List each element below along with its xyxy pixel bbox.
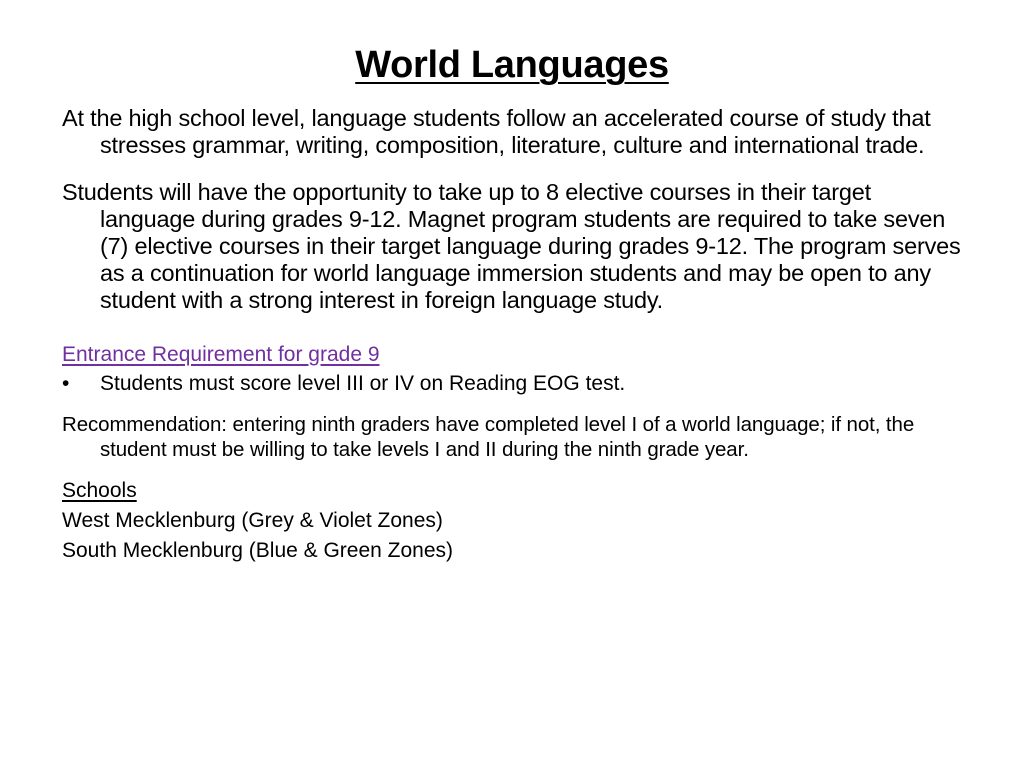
school-item-west-mecklenburg: West Mecklenburg (Grey & Violet Zones) — [62, 509, 443, 532]
entrance-bullet-item — [62, 369, 972, 398]
bullet-icon: • — [62, 372, 70, 395]
recommendation-paragraph: Recommendation: entering ninth graders have completed level I of a world language; if not, the student must be willing to take levels I and II during the ninth grade year. — [62, 413, 915, 461]
electives-paragraph: Students will have the opportunity to take up to 8 elective courses in their target language during grades 9-12. Magnet program students are required to take seven (7) elective courses in their target language during grades 9-12. The program serves as a continuation for world language immersion students and may be open to any student with a strong interest in foreign language study. — [62, 179, 961, 313]
intro-paragraph: At the high school level, language students follow an accelerated course of study that stresses grammar, writing, composition, literature, culture and international trade. — [62, 105, 931, 158]
schools-heading: Schools — [62, 479, 137, 502]
schools-section — [62, 476, 972, 566]
entrance-requirement-link[interactable]: Entrance Requirement for grade 9 — [62, 343, 380, 366]
entrance-bullet-text: Students must score level III or IV on Reading EOG test. — [100, 372, 626, 395]
slide-body — [62, 105, 972, 566]
entrance-section — [62, 341, 972, 398]
slide-title: World Languages — [355, 44, 669, 86]
school-item-south-mecklenburg: South Mecklenburg (Blue & Green Zones) — [62, 539, 454, 562]
